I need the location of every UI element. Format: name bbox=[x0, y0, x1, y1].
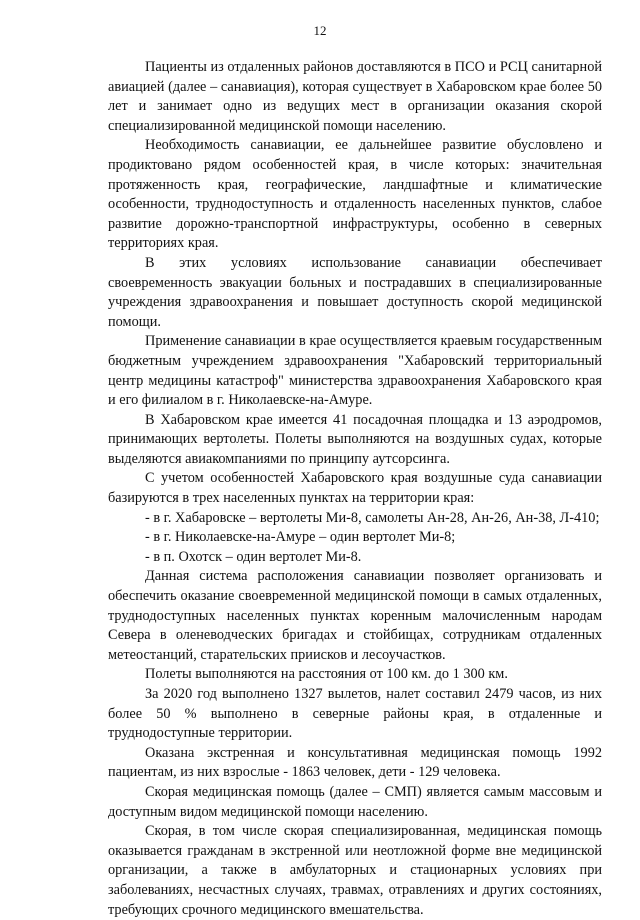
paragraph-distances: Полеты выполняются на расстояния от 100 км. до 1 300 км. bbox=[145, 666, 508, 683]
paragraph-system: Данная система расположения санавиации позволяет организовать и обеспечить оказание своевременной медицинской помощи в самых отдаленных, труднодоступных населенных пунктах коренным малочисленным народам Севера в оленеводческих бригадах и стойбищах, сотрудникам отдаленных метеостанций, старательских приисков и лесоучастков. bbox=[108, 568, 602, 663]
paragraph-patients: Оказана экстренная и консультативная медицинская помощь 1992 пациентам, из них взрослые - 1863 человек, дети - 129 человека. bbox=[108, 744, 602, 781]
paragraph-landing-sites: В Хабаровском крае имеется 41 посадочная площадка и 13 аэродромов, принимающих вертолеты. Полеты выполняются на воздушных судах, которые выделяются авиакомпаниями по принципу аутсорсинга. bbox=[108, 411, 602, 467]
list-item-okhotsk: - в п. Охотск – один вертолет Ми-8. bbox=[145, 548, 362, 565]
paragraph-necessity: Необходимость санавиации, ее дальнейшее развитие обусловлено и продиктовано рядом особенностей края, в числе которых: значительная протяженность края, географические, ландшафтные и климатические особенности, труднодоступность и отдаленность населенных пунктов, слабое развитие дорожно-транспортной инфраструктуры, особенно в северных территориях края. bbox=[108, 137, 602, 252]
document-body bbox=[108, 58, 602, 920]
paragraph-sanaviation-intro: Пациенты из отдаленных районов доставляются в ПСО и РСЦ санитарной авиацией (далее – санавиация), которая существует в Хабаровском крае более 50 лет и занимает одно из ведущих мест в организации оказания скорой специализированной медицинской помощи населению. bbox=[108, 59, 602, 134]
paragraph-basing: С учетом особенностей Хабаровского края воздушные суда санавиации базируются в трех населенных пунктах на территории края: bbox=[108, 470, 602, 507]
paragraph-flights-2020: За 2020 год выполнено 1327 вылетов, налет составил 2479 часов, из них более 50 % выполнено в северные районы края, в отдаленные и труднодоступные территории. bbox=[108, 686, 602, 742]
paragraph-application: Применение санавиации в крае осуществляется краевым государственным бюджетным учреждением здравоохранения "Хабаровский территориальный центр медицины катастроф" министерства здравоохранения Хабаровского края и его филиалом в г. Николаевске-на-Амуре. bbox=[108, 333, 602, 409]
paragraph-conditions: В этих условиях использование санавиации обеспечивает своевременность эвакуации больных и пострадавших в специализированные учреждения здравоохранения и повышает доступность скорой медицинской помощи. bbox=[108, 254, 602, 330]
paragraph-smp: Скорая медицинская помощь (далее – СМП) является самым массовым и доступным видом медицинской помощи населению. bbox=[108, 783, 602, 820]
list-item-khabarovsk: - в г. Хабаровске – вертолеты Ми-8, самолеты Ан-28, Ан-26, Ан-38, Л-410; bbox=[145, 509, 600, 526]
page-number: 12 bbox=[313, 23, 327, 38]
list-item-nikolaevsk: - в г. Николаевске-на-Амуре – один вертолет Ми-8; bbox=[145, 529, 456, 546]
paragraph-emergency-care: Скорая, в том числе скорая специализированная, медицинская помощь оказывается гражданам в экстренной или неотложной форме вне медицинской организации, а также в амбулаторных и стационарных условиях при заболеваниях, несчастных случаях, травмах, отравлениях и других состояниях, требующих срочного медицинского вмешательства. bbox=[108, 823, 602, 918]
